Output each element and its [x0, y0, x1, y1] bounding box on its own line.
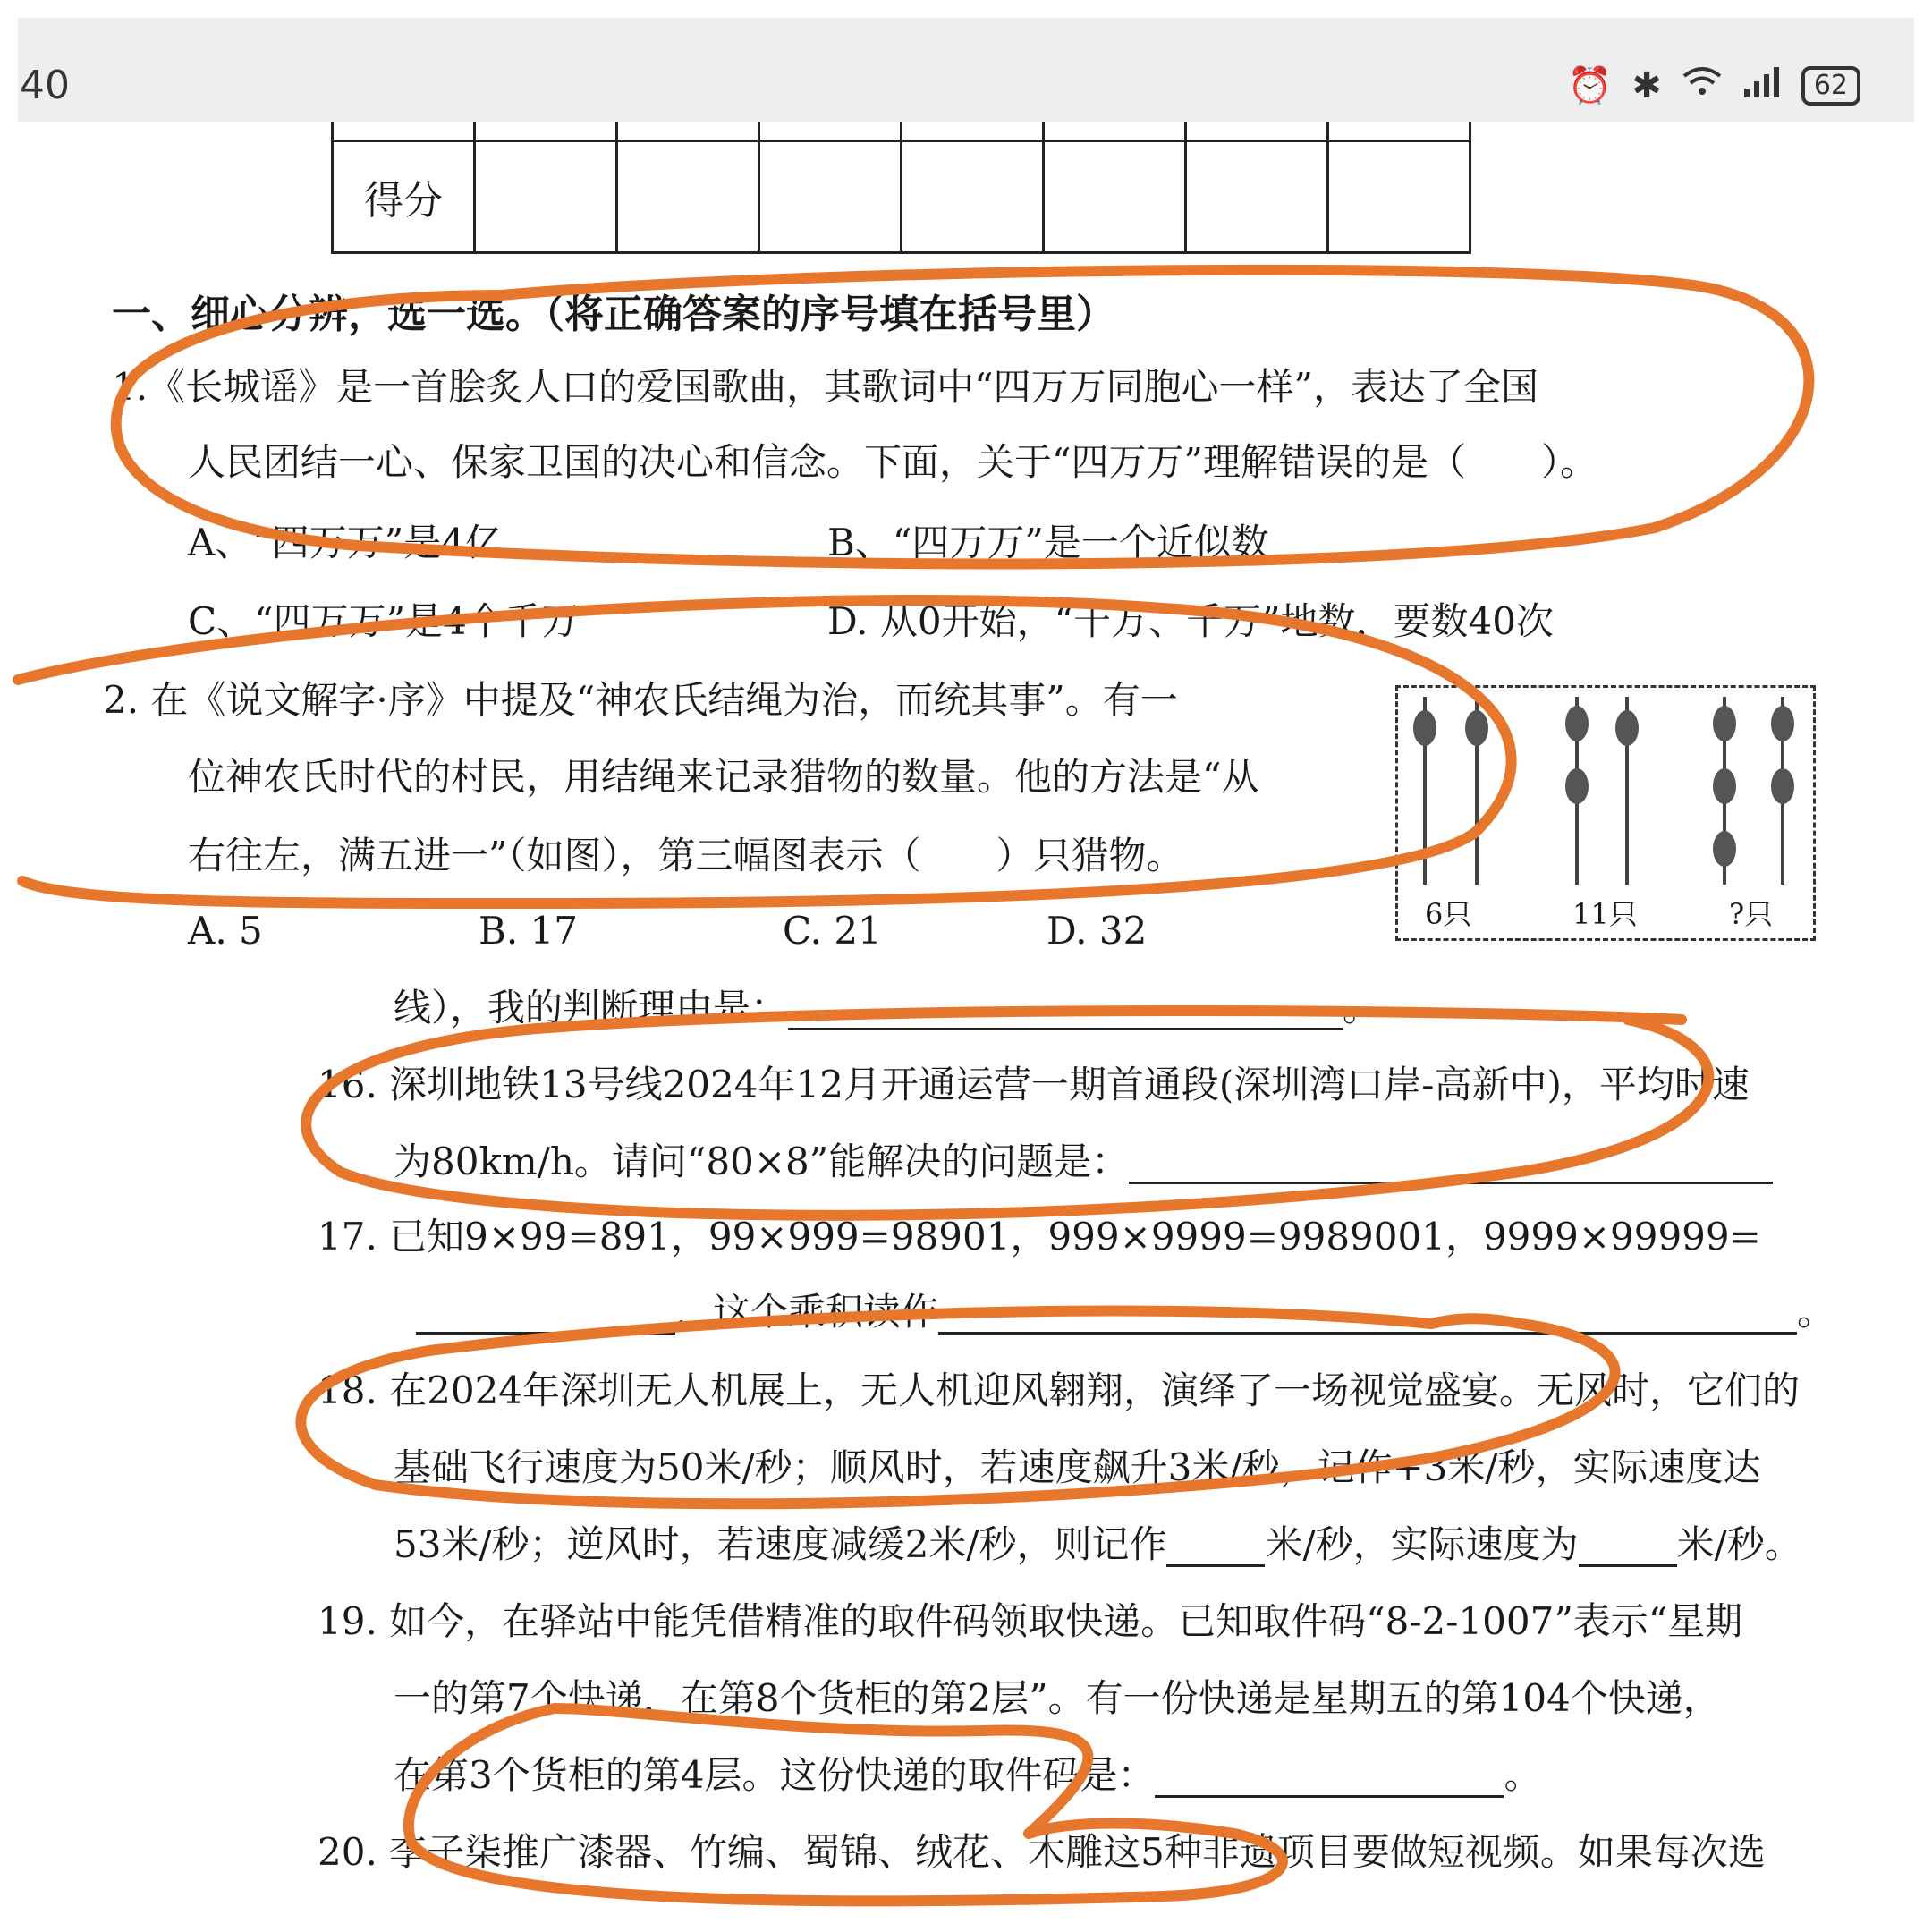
q15-answer-blank[interactable] — [788, 996, 1343, 1030]
signal-icon — [1742, 65, 1782, 106]
q17-product-blank[interactable] — [416, 1300, 675, 1335]
q18-text-c: 米/秒。 — [1676, 1522, 1802, 1566]
figure-label-1: 6只 — [1425, 897, 1472, 931]
status-time: 40 — [20, 63, 70, 108]
battery-icon: 62 — [1801, 66, 1860, 106]
q1-line2: 人民团结一心、保家卫国的决心和信念。下面，关于“四万万”理解错误的是（ ）。 — [188, 440, 1597, 484]
score-cell[interactable] — [759, 141, 902, 253]
score-cell[interactable] — [617, 141, 759, 253]
q16-text: 为80km/h。请问“80×8”能解决的问题是： — [394, 1140, 1130, 1183]
score-cell[interactable] — [1328, 141, 1470, 253]
q19-text: 在第3个货柜的第4层。这份快递的取件码是： — [394, 1753, 1156, 1797]
q2-option-c: C. 21 — [783, 909, 882, 953]
wifi-icon — [1682, 65, 1723, 106]
section-heading: 一、细心分辨，选一选。（将正确答案的序号填在括号里） — [112, 292, 1115, 337]
q2-line3: 右往左，满五进一”（如图），第三幅图表示（ ）只猎物。 — [188, 834, 1184, 877]
q16-answer-blank[interactable] — [1129, 1149, 1773, 1184]
q18-text-a: 53米/秒；逆风时，若速度减缓2米/秒，则记作 — [394, 1522, 1167, 1566]
q16-line2 — [394, 1140, 1773, 1184]
q2-option-b: B. 17 — [479, 909, 579, 953]
q1-option-a: A、“四万万”是4亿 — [188, 521, 503, 564]
q18-line3 — [394, 1522, 1802, 1567]
score-cell[interactable] — [475, 141, 617, 253]
q19-line3 — [394, 1753, 1541, 1798]
q15-end: 。 — [1343, 986, 1381, 1030]
figure-label-3: ?只 — [1729, 897, 1774, 931]
q1-line1: 1.《长城谣》是一首脍炙人口的爱国歌曲，其歌词中“四万万同胞心一样”，表达了全国 — [112, 365, 1539, 409]
q17-end: 。 — [1797, 1290, 1835, 1334]
score-label: 得分 — [333, 141, 475, 253]
status-bar — [18, 18, 1914, 122]
q17-mid: ，这个乘积读作 — [675, 1290, 939, 1334]
score-cell[interactable] — [1044, 141, 1186, 253]
q1-option-c: C、“四万万”是4个千万 — [188, 599, 580, 643]
q19-code-blank[interactable] — [1155, 1763, 1504, 1798]
q2-option-a: A. 5 — [188, 909, 263, 953]
q2-option-d: D. 32 — [1046, 909, 1148, 953]
q19-line2: 一的第7个快递，在第8个货柜的第2层”。有一份快递是星期五的第104个快递， — [394, 1676, 1721, 1720]
bluetooth-icon: ✱ — [1631, 64, 1662, 106]
q15-text: 线），我的判断理由是： — [394, 986, 789, 1030]
q18-line2: 基础飞行速度为50米/秒；顺风时，若速度飙升3米/秒，记作+3米/秒，实际速度达 — [394, 1445, 1761, 1489]
q19-end: 。 — [1504, 1753, 1542, 1797]
score-table — [331, 122, 1471, 254]
alarm-icon: ⏰ — [1567, 65, 1613, 106]
q16-line1: 16. 深圳地铁13号线2024年12月开通运营一期首通段(深圳湾口岸-高新中)，平均时速 — [318, 1063, 1750, 1106]
q18-record-blank[interactable] — [1166, 1532, 1265, 1567]
q19-line1: 19. 如今，在驿站中能凭借精准的取件码领取快递。已知取件码“8-2-1007”表示“星期 — [318, 1599, 1743, 1643]
q17-line1: 17. 已知9×99=891，99×999=98901，999×9999=9989001，9999×99999= — [318, 1215, 1761, 1258]
q1-option-b: B、“四万万”是一个近似数 — [827, 521, 1269, 564]
figure-label-2: 11只 — [1572, 897, 1638, 931]
q20-line1: 20. 李子柒推广漆器、竹编、蜀锦、绒花、木雕这5种非遗项目要做短视频。如果每次选 — [318, 1830, 1766, 1874]
q2-line1: 2. 在《说文解字·序》中提及“神农氏结绳为治，而统其事”。有一 — [103, 678, 1178, 722]
q18-text-b: 米/秒，实际速度为 — [1265, 1522, 1579, 1566]
knot-ropes — [1398, 688, 1813, 894]
q2-line2: 位神农氏时代的村民，用结绳来记录猎物的数量。他的方法是“从 — [188, 755, 1259, 799]
q18-line1: 18. 在2024年深圳无人机展上，无人机迎风翱翔，演绎了一场视觉盛宴。无风时，它们的 — [318, 1368, 1801, 1412]
q1-option-d: D. 从0开始，“千万、千万”地数，要数40次 — [827, 599, 1554, 643]
exam-paper — [18, 122, 1914, 1932]
q17-reading-blank[interactable] — [938, 1300, 1797, 1335]
status-icons — [1567, 64, 1860, 106]
knot-rope-figure — [1395, 685, 1816, 941]
q15-tail — [394, 986, 1380, 1030]
q17-line2 — [416, 1290, 1835, 1335]
score-cell[interactable] — [902, 141, 1044, 253]
q18-speed-blank[interactable] — [1579, 1532, 1677, 1567]
score-cell[interactable] — [1186, 141, 1328, 253]
